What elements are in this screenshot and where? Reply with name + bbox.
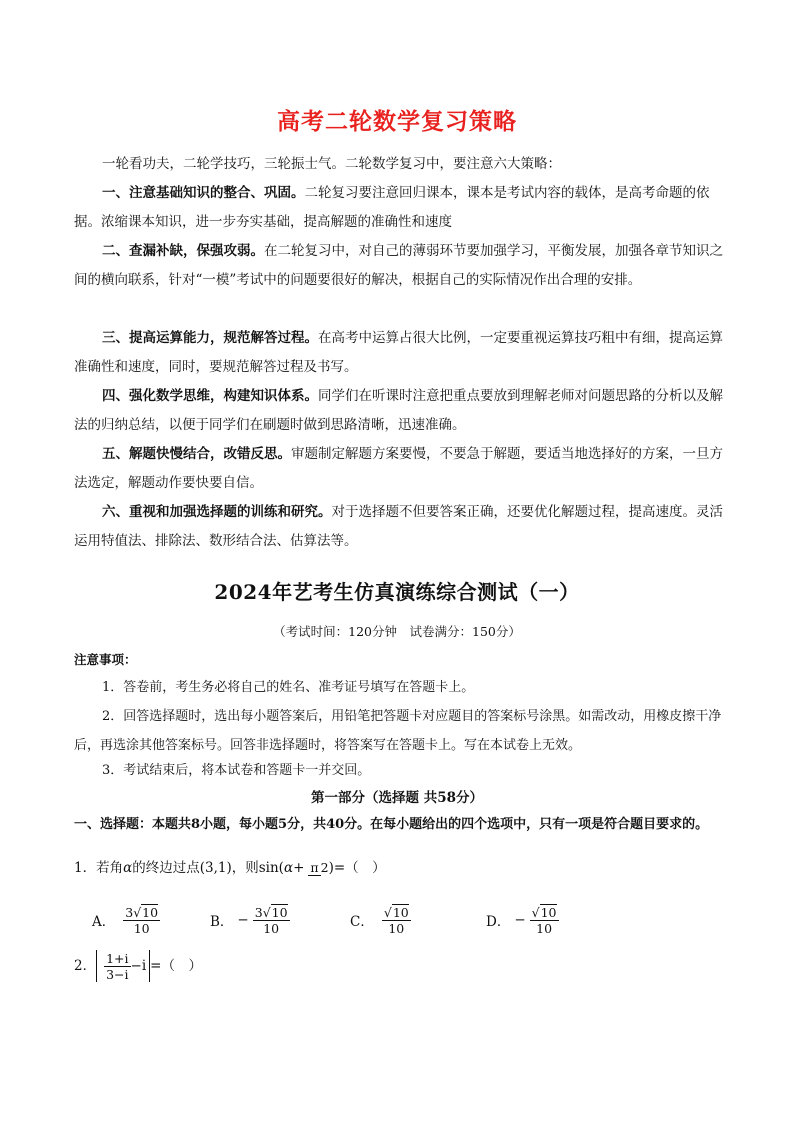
exam-title: 2024年艺考生仿真演练综合测试（一） [214, 580, 580, 604]
strategy-intro: 一轮看功夫，二轮学技巧，三轮振士气。二轮数学复习中，要注意六大策略： [102, 156, 561, 172]
strategy-item-2 [74, 237, 724, 295]
option-numerator: 3√10 [125, 904, 159, 920]
strategy-item-3 [74, 324, 724, 382]
option-radicand: 10 [271, 904, 288, 920]
strategy-item-body: 在二轮复习中，对自己的薄弱环节要加强学习，平衡发展，加强各章节知识之间的横向联系，针对“一模”考试中的问题要很好的解决，根据自己的实际情况作出合理的安排。 [74, 243, 723, 288]
option-sign: − [514, 912, 526, 928]
q1-eq: =（ ） [333, 859, 386, 876]
option-letter: B． [210, 914, 234, 930]
q1-fraction [308, 860, 328, 875]
strategy-item-body: 二轮复习要注意回归课本，课本是考试内容的载体，是高考命题的依据。浓缩课本知识，进一步夯实基础，提高解题的准确性和速度 [74, 185, 710, 230]
strategy-item-body: 同学们在听课时注意把重点要放到理解老师对问题思路的分析以及解法的归纳总结，以便于同学们在刷题时做到思路清晰，迅速准确。 [74, 388, 723, 433]
notice-3: 3．考试结束后，将本试卷和答题卡一并交回。 [102, 763, 371, 778]
q1-option-b [210, 900, 290, 940]
strategy-title: 高考二轮数学复习策略 [277, 109, 517, 135]
notice-1: 1．答卷前，考生务必将自己的姓名、准考证号填写在答题卡上。 [102, 680, 475, 695]
q1-mid: 的终边过点 [132, 859, 200, 876]
q1-fraction-den: 2 [320, 860, 329, 875]
q1-alpha: α [123, 859, 133, 876]
q1-option-d [486, 900, 559, 940]
q1-option-a [92, 900, 160, 940]
q1-point: (3,1) [199, 859, 232, 876]
strategy-item-head: 五、解题快慢结合，改错反思。 [102, 446, 291, 462]
option-coef: 3 [125, 904, 134, 920]
option-radicand: 10 [392, 904, 409, 920]
option-fraction [382, 905, 411, 936]
q2-eq: =（ ） [150, 958, 202, 974]
q2-absolute-value [96, 950, 150, 982]
notice-2: 2．回答选择题时，选出每小题答案后，用铅笔把答题卡对应题目的答案标号涂黑。如需改动，用橡皮擦干净后，再选涂其他答案标号。回答非选择题时，将答案写在答题卡上。写在本试卷上无效。 [74, 709, 722, 753]
q2-prefix: 2． [74, 958, 97, 974]
option-numerator: √10 [383, 904, 409, 920]
option-radicand: 10 [540, 904, 557, 920]
notice-label: 注意事项： [74, 652, 137, 667]
option-sign: − [237, 912, 249, 928]
option-numerator: 3√10 [254, 904, 288, 920]
strategy-item-head: 三、提高运算能力，规范解答过程。 [102, 330, 318, 346]
option-denominator: 10 [263, 920, 280, 936]
q2-fraction-den: 3−i [106, 966, 129, 982]
option-denominator: 10 [133, 920, 150, 936]
option-fraction [530, 905, 559, 936]
option-fraction [253, 905, 290, 936]
strategy-item-5 [74, 440, 724, 498]
q1-then: ，则 [231, 859, 259, 876]
section-heading: 一、选择题：本题共8小题，每小题5分，共40分。在每小题给出的四个选项中，只有一项是符合题目要求的。 [74, 817, 709, 832]
option-radicand: 10 [142, 904, 159, 920]
option-denominator: 10 [388, 920, 405, 936]
option-fraction [123, 905, 160, 936]
strategy-item-4 [74, 382, 724, 440]
option-numerator: √10 [531, 904, 557, 920]
option-letter: A． [92, 914, 116, 930]
strategy-item-1 [74, 179, 724, 237]
q1-alpha-2: α [283, 859, 294, 876]
strategy-item-6 [74, 498, 724, 556]
q1-options [92, 900, 732, 940]
q2-fraction [104, 951, 130, 982]
exam-info: （考试时间：120分钟 试卷满分：150分） [273, 624, 521, 639]
strategy-item-head: 四、强化数学思维，构建知识体系。 [102, 388, 318, 404]
part-title: 第一部分（选择题 共58分） [311, 790, 483, 806]
q1-fraction-num: π [310, 860, 319, 875]
strategy-item-body: 审题制定解题方案要慢，不要急于解题，要适当地选择好的方案，一旦方法选定，解题动作要快要自信。 [74, 446, 723, 491]
question-2 [74, 950, 202, 982]
option-denominator: 10 [536, 920, 553, 936]
q2-minus-i: −i [130, 958, 147, 974]
strategy-item-head: 六、重视和加强选择题的训练和研究。 [102, 504, 332, 520]
strategy-item-body: 对于选择题不但要答案正确，还要优化解题过程，提高速度。灵活运用特值法、排除法、数形结合法、估算法等。 [74, 504, 723, 549]
q1-prefix: 1．若角 [74, 859, 124, 876]
option-coef: 3 [254, 904, 263, 920]
strategy-item-head: 一、注意基础知识的整合、巩固。 [102, 185, 305, 201]
question-1 [74, 856, 386, 879]
q1-close: ) [328, 859, 334, 876]
q1-sin-open: sin( [258, 859, 284, 876]
q1-option-c [350, 900, 411, 940]
option-letter: D． [486, 914, 511, 930]
strategy-item-head: 二、查漏补缺，保强攻弱。 [102, 243, 264, 259]
option-letter: C． [350, 914, 374, 930]
strategy-item-body: 在高考中运算占很大比例，一定要重视运算技巧粗中有细，提高运算准确性和速度，同时，要规范解答过程及书写。 [74, 330, 723, 375]
q1-plus: + [293, 859, 305, 876]
q2-fraction-num: 1+i [106, 950, 129, 966]
